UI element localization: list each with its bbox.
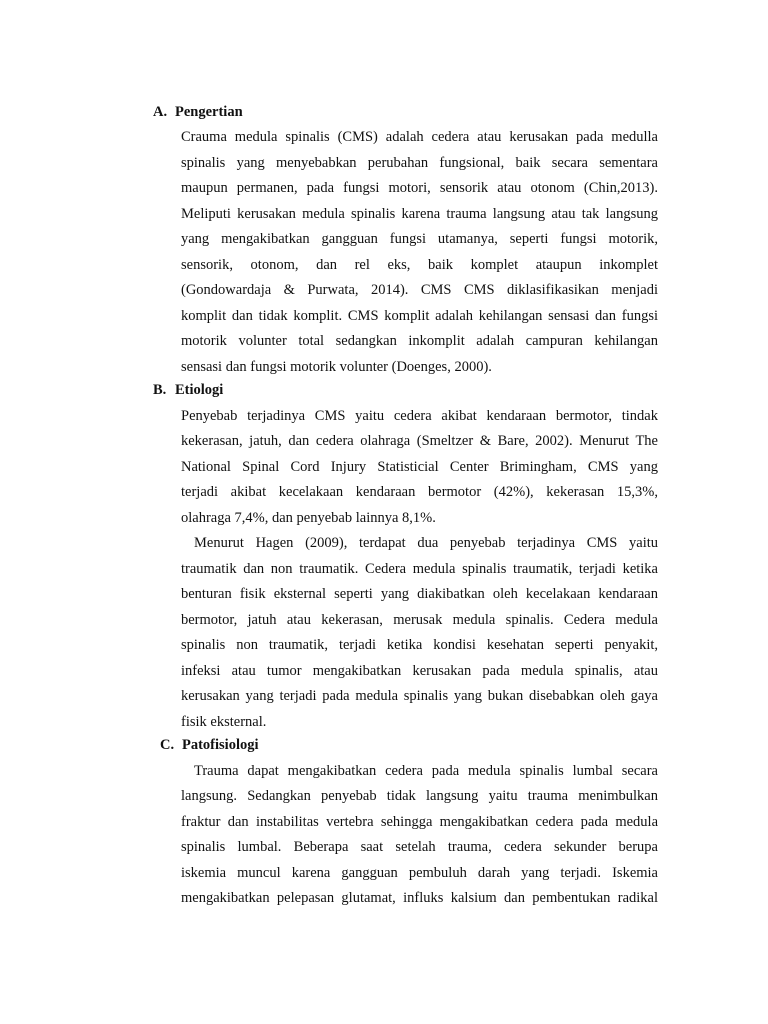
section-heading-pengertian [153, 103, 243, 121]
paragraph-line: traumatik dan non traumatik. Cedera medula spinalis traumatik, terjadi ketika [181, 561, 658, 577]
paragraph-line: Trauma dapat mengakibatkan cedera pada medula spinalis lumbal secara [194, 763, 658, 779]
paragraph-line: Crauma medula spinalis (CMS) adalah cedera atau kerusakan pada medulla [181, 129, 658, 145]
paragraph-line: Menurut Hagen (2009), terdapat dua penyebab terjadinya CMS yaitu [194, 535, 658, 551]
section-title: Patofisiologi [182, 737, 259, 753]
paragraph-line: infeksi atau tumor mengakibatkan kerusakan pada medula spinalis, atau [181, 663, 658, 679]
paragraph-line: fraktur dan instabilitas vertebra sehingga mengakibatkan cedera pada medula [181, 814, 658, 830]
paragraph-line: bermotor, jatuh atau kekerasan, merusak medula spinalis. Cedera medula [181, 612, 658, 628]
section-title: Pengertian [175, 104, 243, 120]
paragraph-line: mengakibatkan pelepasan glutamat, influks kalsium dan pembentukan radikal [181, 890, 658, 906]
paragraph-line: spinalis lumbal. Beberapa saat setelah trauma, cedera sekunder berupa [181, 839, 658, 855]
paragraph-line: terjadi akibat kecelakaan kendaraan bermotor (42%), kekerasan 15,3%, [181, 484, 658, 500]
paragraph-line: Penyebab terjadinya CMS yaitu cedera akibat kendaraan bermotor, tindak [181, 408, 658, 424]
paragraph-line: kekerasan, jatuh, dan cedera olahraga (Smeltzer & Bare, 2002). Menurut The [181, 433, 658, 449]
section-letter: B. [153, 382, 167, 398]
paragraph-line: fisik eksternal. [181, 714, 267, 730]
section-heading-patofisiologi [160, 736, 259, 754]
section-letter: A. [153, 104, 168, 120]
paragraph-line: (Gondowardaja & Purwata, 2014). CMS CMS diklasifikasikan menjadi [181, 282, 658, 298]
paragraph-line: yang mengakibatkan gangguan fungsi utamanya, seperti fungsi motorik, [181, 231, 658, 247]
paragraph-line: sensasi dan fungsi motorik volunter (Doenges, 2000). [181, 359, 492, 375]
paragraph-line: komplit dan tidak komplit. CMS komplit adalah kehilangan sensasi dan fungsi [181, 308, 658, 324]
section-heading-etiologi [153, 381, 223, 399]
paragraph-line: olahraga 7,4%, dan penyebab lainnya 8,1%. [181, 510, 436, 526]
paragraph-line: sensorik, otonom, dan rel eks, baik komplet ataupun inkomplet [181, 257, 658, 273]
paragraph-line: National Spinal Cord Injury Statisticial Center Brimingham, CMS yang [181, 459, 658, 475]
paragraph-line: langsung. Sedangkan penyebab tidak langsung yaitu trauma menimbulkan [181, 788, 658, 804]
section-letter: C. [160, 737, 175, 753]
section-title: Etiologi [175, 382, 224, 398]
paragraph-line: kerusakan yang terjadi pada medula spinalis yang bukan disebabkan oleh gaya [181, 688, 658, 704]
paragraph-line: spinalis non traumatik, terjadi ketika kondisi kesehatan seperti penyakit, [181, 637, 658, 653]
paragraph-line: benturan fisik eksternal seperti yang diakibatkan oleh kecelakaan kendaraan [181, 586, 658, 602]
paragraph-line: Meliputi kerusakan medula spinalis karena trauma langsung atau tak langsung [181, 206, 658, 222]
paragraph-line: spinalis yang menyebabkan perubahan fungsional, baik secara sementara [181, 155, 658, 171]
paragraph-line: motorik volunter total sedangkan inkomplit adalah campuran kehilangan [181, 333, 658, 349]
paragraph-line: maupun permanen, pada fungsi motori, sensorik atau otonom (Chin,2013). [181, 180, 658, 196]
paragraph-line: iskemia muncul karena gangguan pembuluh darah yang terjadi. Iskemia [181, 865, 658, 881]
